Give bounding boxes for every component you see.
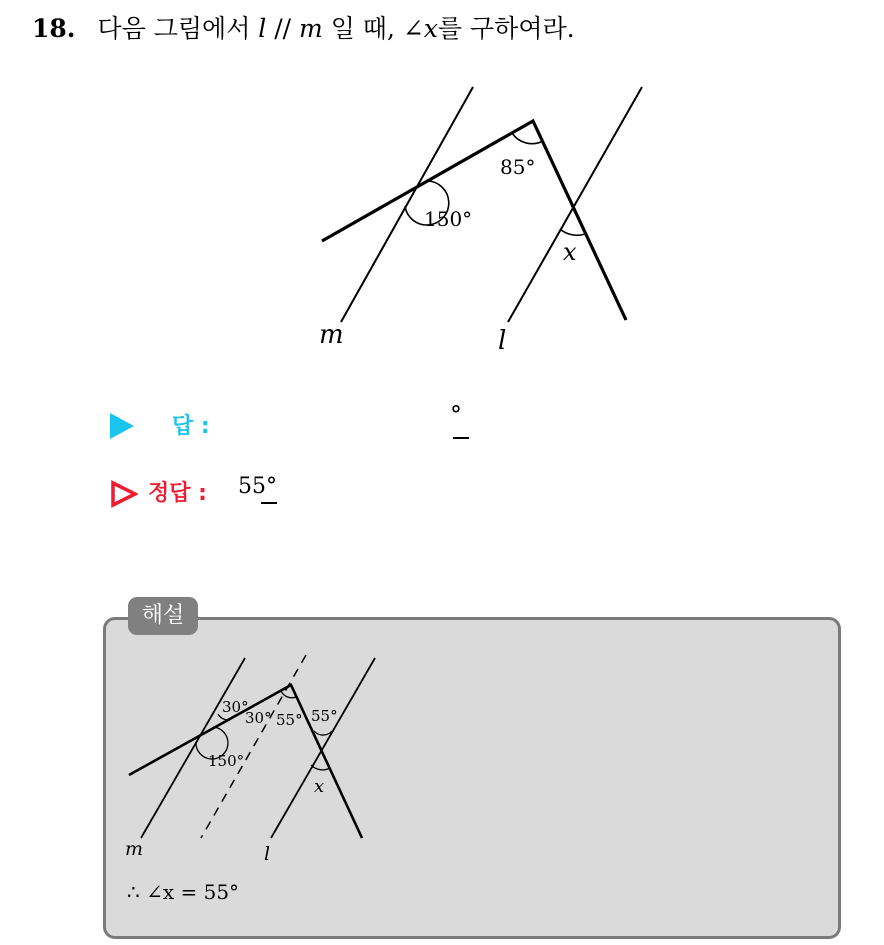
problem-text-mid: 일 때, ∠ [322, 14, 424, 43]
answer-degree-unit: ° [450, 401, 462, 429]
answer-label: 답 : [172, 414, 210, 439]
problem-number: 18. [32, 14, 76, 43]
solution-label-55-outer: 55° [311, 707, 338, 725]
solution-label-l: l [264, 843, 271, 865]
solution-label-55-inner: 55° [276, 711, 303, 729]
solution-label-m: m [125, 838, 144, 860]
var-m: m [299, 14, 323, 43]
correct-answer-label: 정답 : [148, 481, 207, 506]
solution-label-30-top: 30° [222, 698, 249, 716]
solution-line-l [271, 658, 375, 838]
solution-dashed-parallel [201, 655, 306, 838]
solution-line-m [141, 658, 245, 838]
correct-answer-value: 55° [238, 474, 277, 499]
label-l: l [498, 326, 507, 356]
solution-label-30-inner: 30° [245, 709, 272, 727]
problem-text-after: 를 구하여라. [437, 14, 575, 43]
solution-conclusion: ∴ ∠x = 55° [127, 880, 240, 904]
problem-text-before: 다음 그림에서 [97, 14, 259, 43]
solution-tab: 해설 [128, 597, 198, 635]
solution-arc-55 [314, 731, 332, 735]
solution-label-150: 150° [208, 752, 245, 770]
solution-label-x: x [314, 776, 325, 797]
var-x: x [423, 14, 438, 43]
parallel-symbol: // [266, 14, 300, 43]
label-x: x [563, 238, 577, 266]
label-150: 150° [424, 207, 473, 231]
label-85: 85° [500, 155, 536, 179]
var-l: l [258, 14, 267, 43]
label-m: m [319, 320, 344, 350]
